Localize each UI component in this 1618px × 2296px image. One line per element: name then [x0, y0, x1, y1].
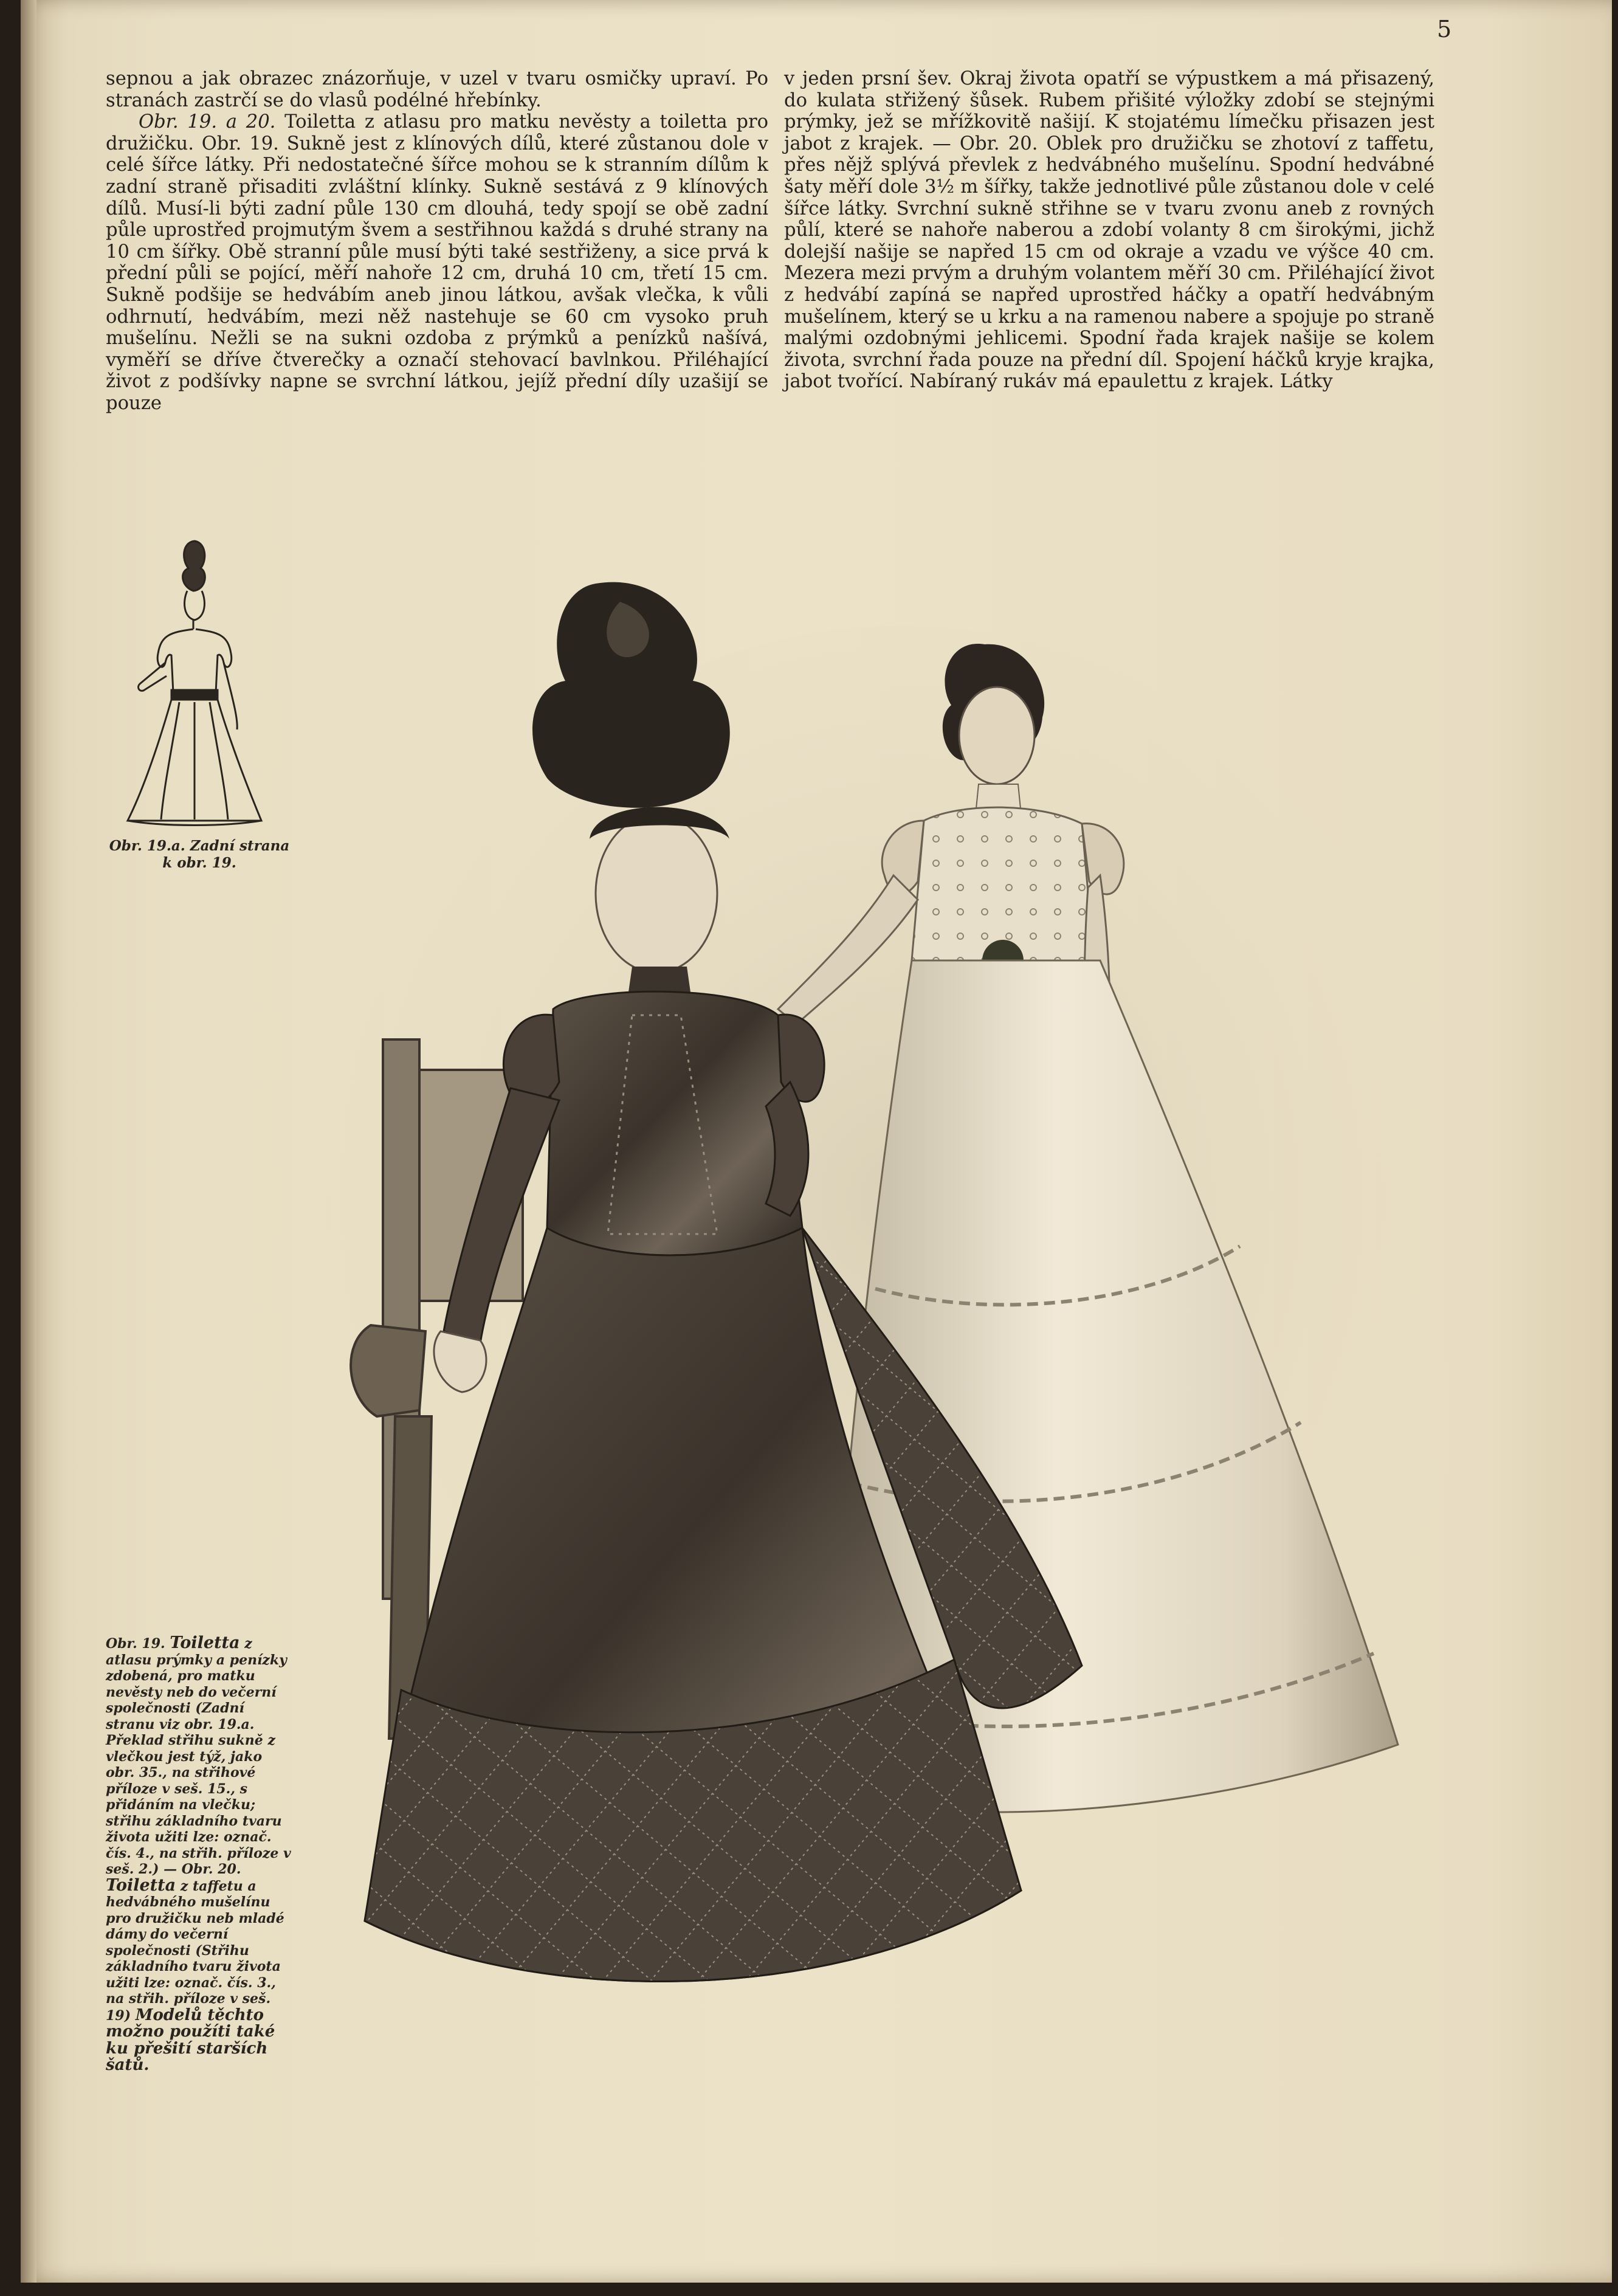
caption-figure-20-title: Toiletta: [106, 1875, 176, 1895]
page-number: 5: [1437, 16, 1452, 43]
figure-reference: Obr. 19. a 20.: [139, 111, 276, 133]
article-column-right: [784, 68, 1434, 393]
caption-figure-20-label: Obr. 20.: [181, 1861, 241, 1877]
caption-figure-19-text: z atlasu prýmky a penízky zdobená, pro matku nevěsty neb do večerní společnosti (Zadní stranu viz obr. 19.a. Překlad střihu sukně z vlečkou jest týž, jako obr. 35., na střihové příloze v seš. 15., s přidáním na vlečku; střihu základního tvaru života užiti lze: označ. čís. 4., na střih. příloze v seš. 2.) —: [106, 1636, 291, 1877]
paragraph-figures: [106, 111, 768, 414]
caption-figure-19-label: Obr. 19.: [106, 1636, 165, 1652]
caption-figure-19-title: Toiletta: [170, 1633, 240, 1652]
paragraph-continued: v jeden prsní šev. Okraj života opatří se výpustkem a má přisazený, do kulata střižený šůsek. Rubem přišité výložky zdobí se stejnými prýmky, jež se mřížkovitě našijí. K stojatému límečku přisazen jest jabot z krajek. — Obr. 20. Oblek pro družičku se zhotoví z taffetu, přes nějž splývá převlek z hedvábného mušelínu. Spodní hedvábné šaty měří dole 3½ m šířky, takže jednotlivé půle zůstanou dole v celé šířce látky. Svrchní sukně střihne se v tvaru zvonu aneb z rovných půlí, které se nahoře naberou a zdobí volanty 8 cm širokými, jichž dolejší našije se napřed 15 cm od okraje a vzadu ve výšce 40 cm. Mezera mezi prvým a druhým volantem měří 30 cm. Přiléhající život z hedvábí zapíná se napřed uprostřed háčky a opatří hedvábným mušelínem, který se u krku a na ramenou nabere a spojuje po straně malými ozdobnými jehlicemi. Spodní řada krajek našije se kolem života, svrchní řada pouze na přední díl. Spojení háčků kryje krajka, jabot tvořící. Nabíraný rukáv má epaulettu z krajek. Látky: [784, 68, 1434, 393]
fashion-illustration: [292, 535, 1447, 2140]
paragraph-intro: sepnou a jak obrazec znázorňuje, v uzel v tvaru osmičky upraví. Po stranách zastrčí se do vlasů podélné hřebínky.: [106, 68, 768, 111]
paragraph-body: Toiletta z atlasu pro matku nevěsty a toiletta pro družičku. Obr. 19. Sukně jest z klínových dílů, které zůstanou dole v celé šířce látky. Při nedostatečné šířce mohou se k stranním dílům k zadní straně přisaditi zvláštní klínky. Sukně sestává z 9 klínových dílů. Musí-li býti zadní půle 130 cm dlouhá, tedy spojí se obě zadní půle uprostřed projmutým švem a sestřihnou každá s druhé strany na 10 cm šířky. Obě stranní půle musí býti také sestřiženy, a sice prvá k přední půli se pojící, měří nahoře 12 cm, druhá 10 cm, třetí 15 cm. Sukně podšije se hedvábím aneb jinou látkou, avšak vlečka, k vůli odhrnutí, hedvábím, mezi něž nastehuje se 60 cm vysoko pruh mušelínu. Nežli se na sukni ozdoba z prýmků a penízků našívá, vyměří se dříve čtverečky a označí stehovací bavlnkou. Přiléhající život z podšívky napne se svrchní látkou, jejíž přední díly uzašijí se pouze: [106, 111, 768, 414]
back-view-caption: Obr. 19.a. Zadní strana k obr. 19.: [109, 838, 290, 871]
article-column-left: [106, 68, 768, 415]
main-figure-caption: [106, 1635, 295, 2074]
caption-figure-20-text: z taffetu a hedvábného mušelínu pro družičku neb mladé dámy do večerní společnosti (Střihu základního tvaru života užiti lze: označ. čís. 3., na střih. příloze v seš. 19): [106, 1878, 284, 2024]
caption-note: Modelů těchto možno použíti také ku přešití starších šatů.: [106, 2005, 275, 2074]
back-view-figure: [103, 535, 286, 833]
